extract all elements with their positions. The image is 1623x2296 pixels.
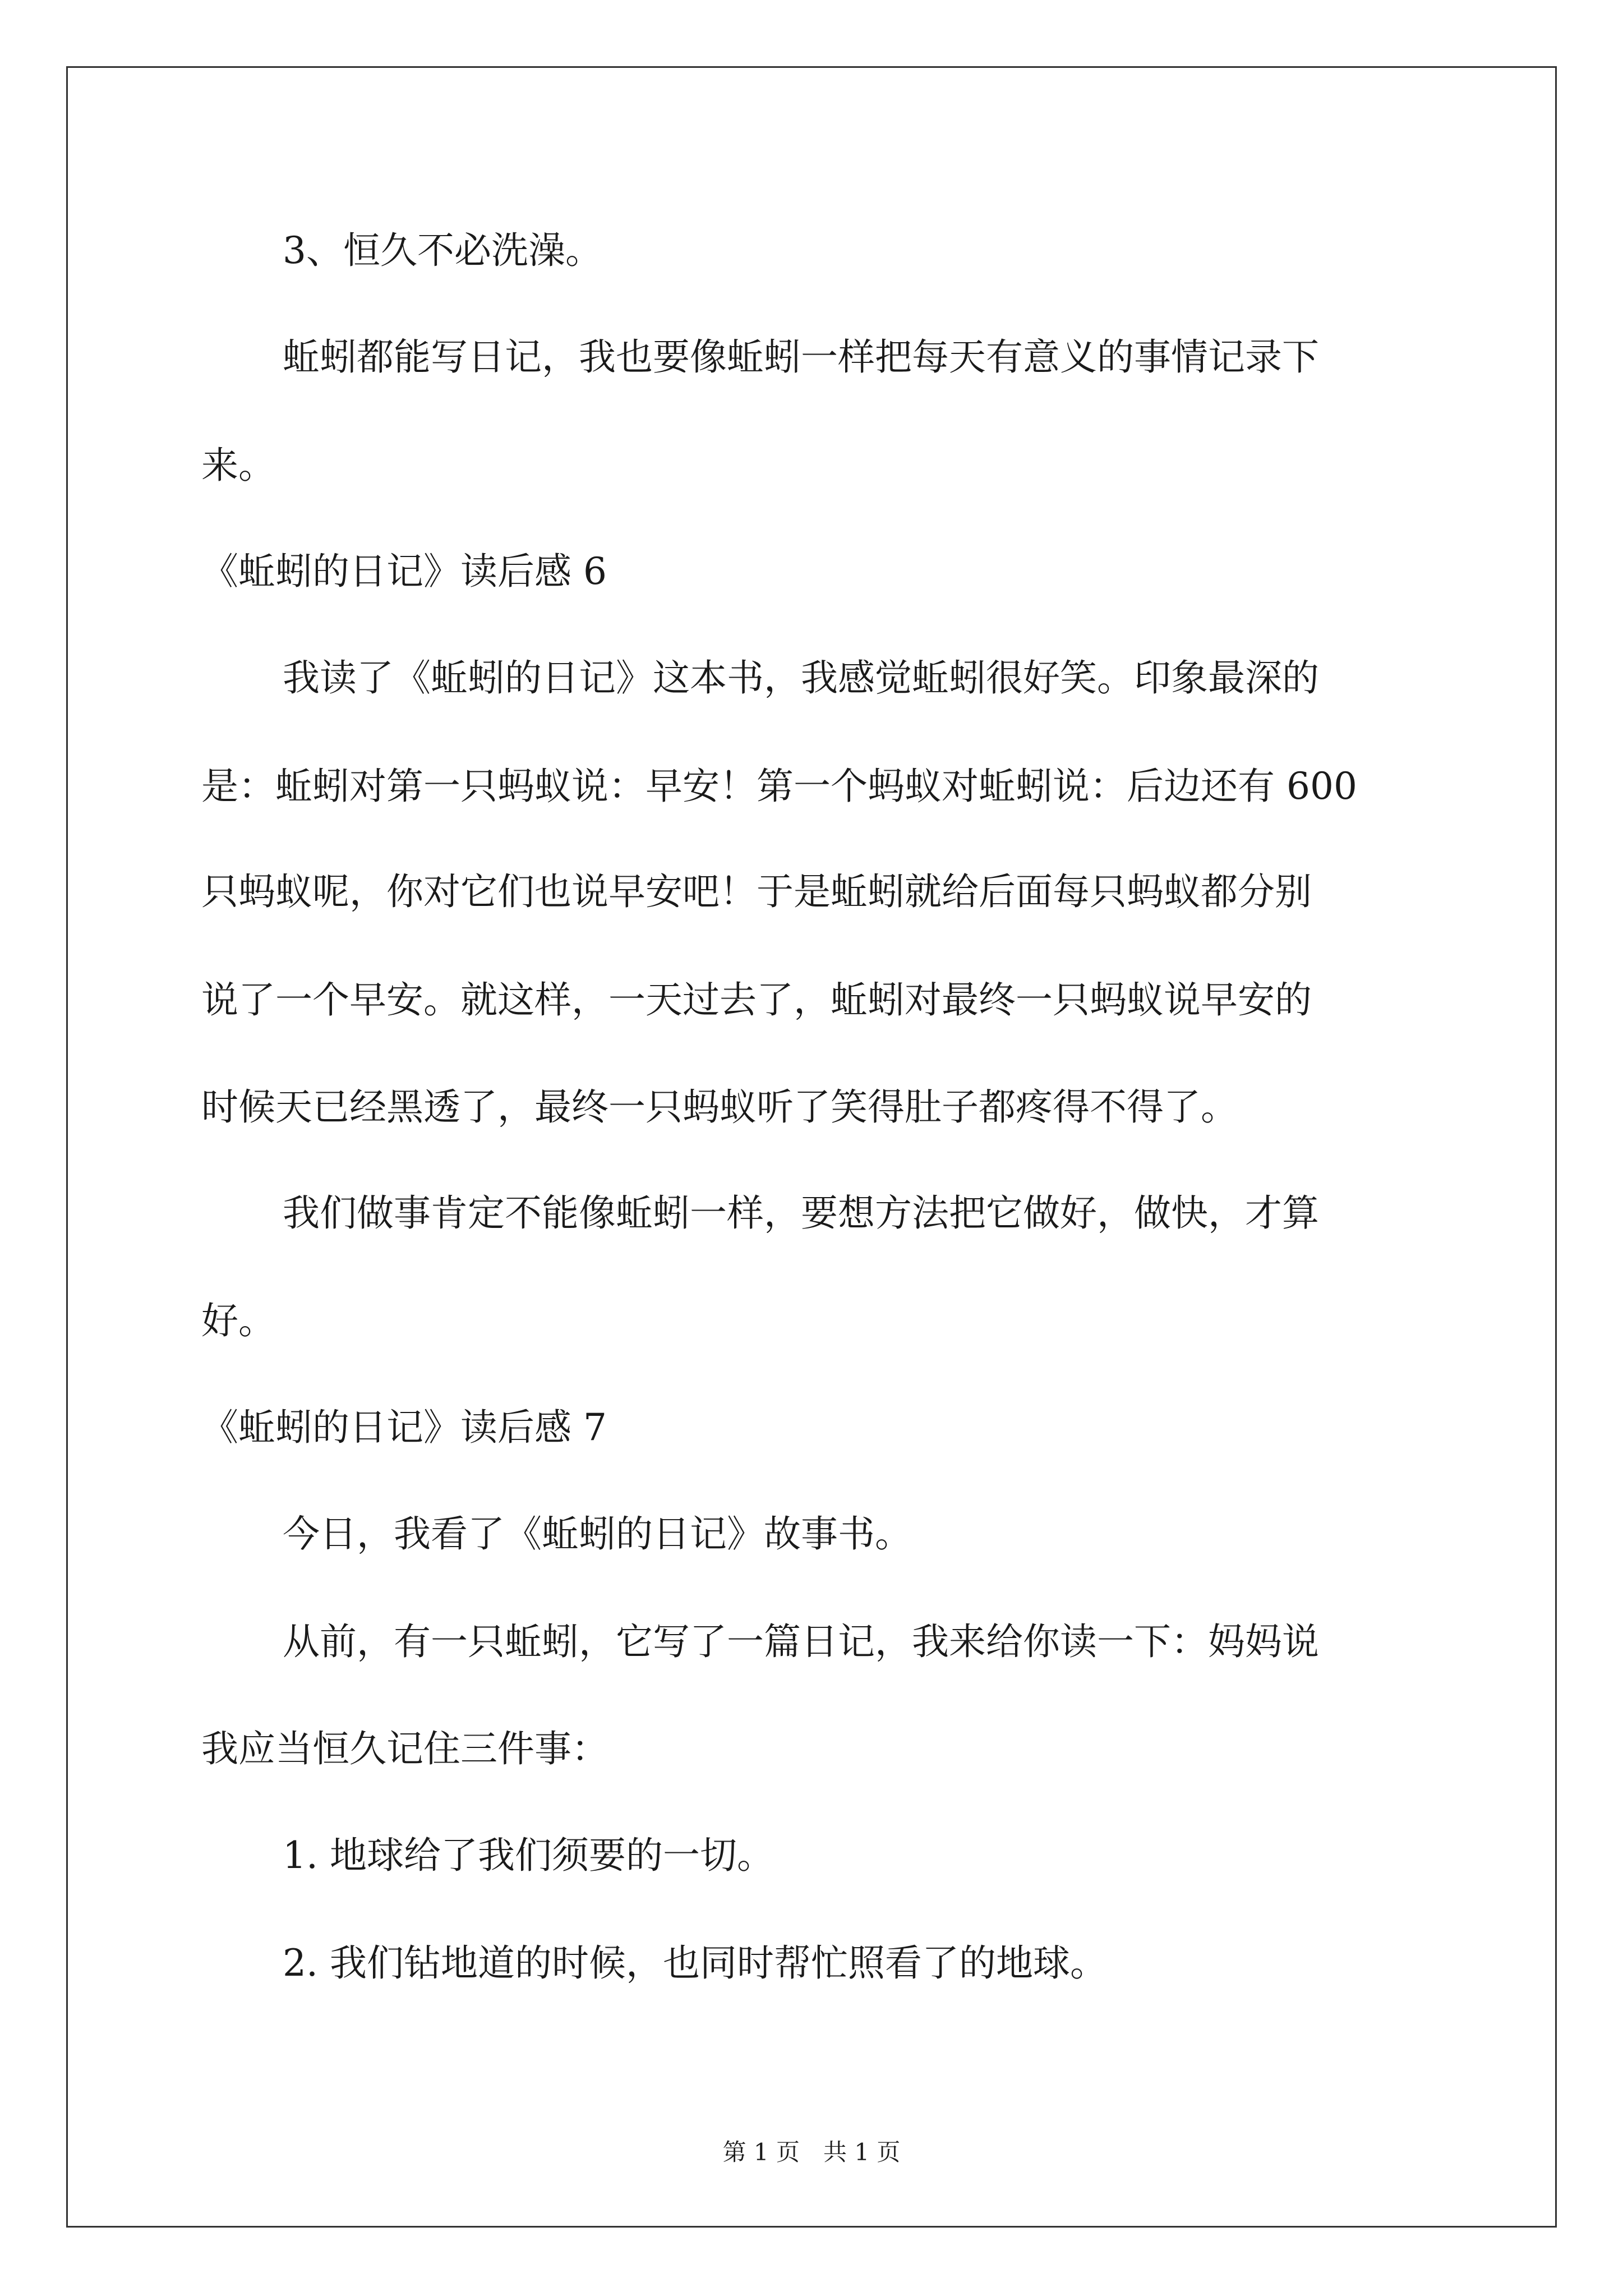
section-heading-6: 《蚯蚓的日记》读后感 6 [201, 550, 607, 593]
list-item-3: 3、恒久不必洗澡。 [283, 229, 602, 272]
paragraph-line: 是：蚯蚓对第一只蚂蚁说：早安！第一个蚂蚁对蚯蚓说：后边还有 600 [201, 765, 1357, 808]
paragraph-line: 我们做事肯定不能像蚯蚓一样，要想方法把它做好，做快，才算 [283, 1191, 1319, 1235]
paragraph-line: 说了一个早安。就这样，一天过去了，蚯蚓对最终一只蚂蚁说早安的 [201, 978, 1312, 1022]
paragraph-line: 时候天已经黑透了，最终一只蚂蚁听了笑得肚子都疼得不得了。 [201, 1085, 1238, 1129]
paragraph-line: 只蚂蚁呢，你对它们也说早安吧！于是蚯蚓就给后面每只蚂蚁都分别 [201, 870, 1312, 913]
page-number-footer: 第 1 页 共 1 页 [722, 2138, 901, 2166]
paragraph-line: 我应当恒久记住三件事： [201, 1727, 608, 1770]
paragraph-line: 蚯蚓都能写日记，我也要像蚯蚓一样把每天有意义的事情记录下 [283, 335, 1319, 379]
list-item-1: 1. 地球给了我们须要的一切。 [283, 1834, 774, 1877]
section-heading-7: 《蚯蚓的日记》读后感 7 [201, 1406, 607, 1449]
list-item-2: 2. 我们钻地道的时候，也同时帮忙照看了的地球。 [283, 1941, 1107, 1985]
paragraph-line: 来。 [201, 444, 275, 487]
paragraph-line: 我读了《蚯蚓的日记》这本书，我感觉蚯蚓很好笑。印象最深的 [283, 656, 1319, 700]
paragraph-line: 好。 [201, 1299, 275, 1342]
paragraph-line: 从前，有一只蚯蚓，它写了一篇日记，我来给你读一下：妈妈说 [283, 1620, 1319, 1663]
page-border [66, 66, 1557, 2228]
paragraph-line: 今日，我看了《蚯蚓的日记》故事书。 [283, 1512, 912, 1556]
